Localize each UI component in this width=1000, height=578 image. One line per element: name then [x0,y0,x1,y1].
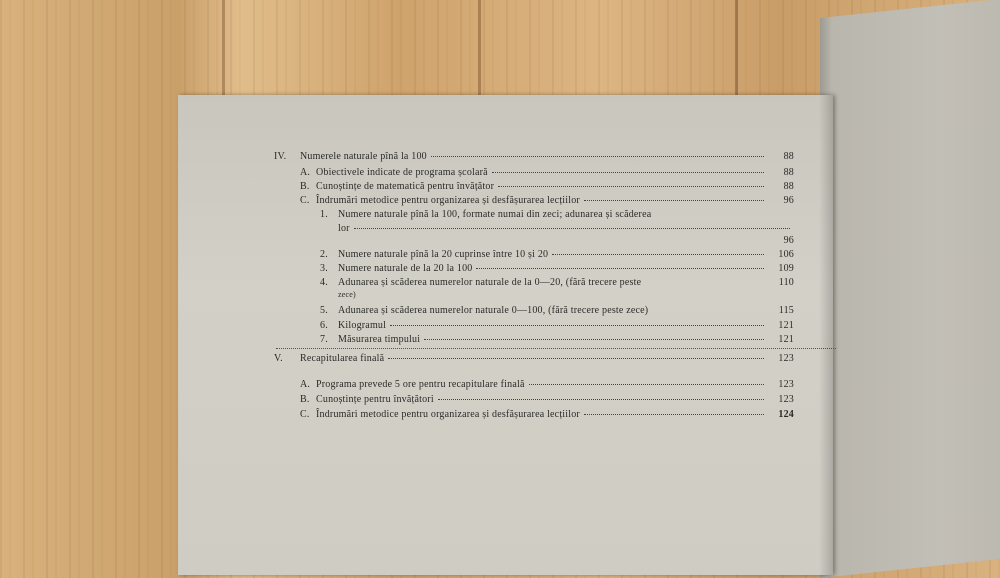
toc-subitem-continuation [338,223,794,234]
toc-item [300,409,794,420]
toc-item [300,379,794,390]
toc-title: Măsurarea timpului [338,334,421,345]
toc-title: Adunarea și scăderea numerelor naturale 0—100, (fără trecere peste zece) [338,305,649,316]
toc-page: 96 [783,195,794,206]
toc-number: 1. [320,209,328,220]
toc-title: Obiectivele indicate de programa școlară [316,167,488,178]
leader-dots [584,414,764,415]
toc-page: 123 [778,394,794,405]
leader-dots [498,186,764,187]
toc-page: 115 [778,305,794,316]
toc-page: 88 [783,151,794,162]
section-separator [276,348,836,349]
toc-title: Kilogramul [338,320,387,331]
toc-number: B. [300,181,310,192]
leader-dots [424,339,764,340]
leader-dots [476,268,764,269]
toc-title-continuation: lor [338,223,350,234]
toc-number: 7. [320,334,328,345]
toc-number: 5. [320,305,328,316]
leader-dots [492,172,764,173]
book-cover-edge [820,0,1000,578]
leader-dots [431,156,764,157]
leader-dots [390,325,764,326]
toc-subitem [320,334,794,345]
toc-number: A. [300,379,311,390]
toc-page: 124 [778,409,794,420]
leader-dots [388,358,764,359]
leader-dots [584,200,764,201]
leader-dots [552,254,764,255]
toc-page: 106 [778,249,794,260]
toc-item [300,195,794,206]
toc-number: C. [300,409,310,420]
toc-number: IV. [274,151,287,162]
toc-chapter-4 [274,151,794,162]
toc-title: Numerele naturale pînă la 100 [300,151,427,162]
toc-number: A. [300,167,311,178]
toc-number: B. [300,394,310,405]
toc-number: V. [274,353,283,364]
toc-title: Numere naturale pînă la 20 cuprinse între 10 și 20 [338,249,549,260]
toc-number: 3. [320,263,328,274]
toc-chapter-5 [274,353,794,364]
leader-dots [438,399,764,400]
toc-number: 2. [320,249,328,260]
toc-subitem-continuation [338,290,794,299]
toc-title: Recapitularea finală [300,353,385,364]
book-page [178,95,833,575]
toc-page: 121 [778,334,794,345]
leader-dots [354,228,790,229]
toc-item [300,167,794,178]
toc-page: 88 [783,167,794,178]
leader-dots [529,384,764,385]
toc-title: Îndrumări metodice pentru organizarea și desfășurarea lecțiilor [316,195,580,206]
toc-page: 96 [783,235,794,246]
toc-item [300,394,794,405]
toc-number: 6. [320,320,328,331]
toc-title: Numere naturale pînă la 100, formate numai din zeci; adunarea și scăderea [338,209,652,220]
toc-page: 123 [778,379,794,390]
toc-title-continuation: zece) [338,290,356,299]
toc-number: C. [300,195,310,206]
toc-title: Adunarea și scăderea numerelor naturale de la 0—20, (fără trecere peste [338,277,642,288]
toc-title: Numere naturale de la 20 la 100 [338,263,473,274]
toc-number: 4. [320,277,328,288]
toc-subitem [320,277,794,288]
toc-title: Îndrumări metodice pentru organizarea și desfășurarea lecțiilor [316,409,580,420]
toc-page: 123 [778,353,794,364]
toc-subitem [320,249,794,260]
toc-title: Programa prevede 5 ore pentru recapitulare finală [316,379,525,390]
toc-item [300,181,794,192]
toc-subitem [320,320,794,331]
toc-page: 110 [778,277,794,288]
toc-title: Cunoștințe pentru învățători [316,394,434,405]
toc-title: Cunoștințe de matematică pentru învățător [316,181,495,192]
toc-subitem-page-row [738,235,794,246]
toc-page: 121 [778,320,794,331]
toc-page: 109 [778,263,794,274]
toc-subitem [320,305,794,316]
toc-page: 88 [783,181,794,192]
toc-subitem [320,209,794,220]
toc-subitem [320,263,794,274]
